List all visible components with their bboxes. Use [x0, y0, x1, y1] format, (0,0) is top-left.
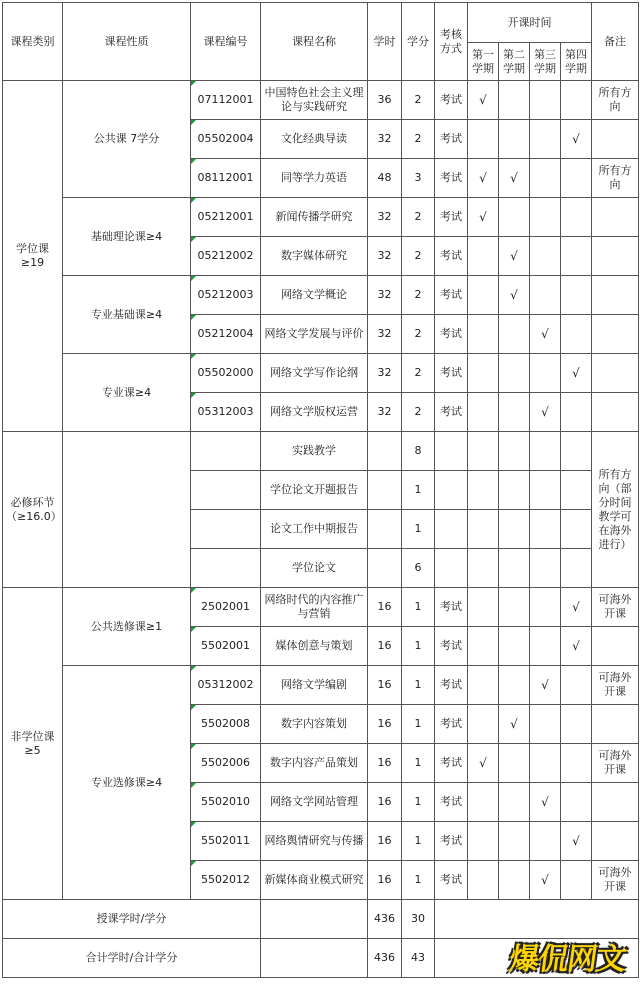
- course-credits-cell: 1: [402, 783, 435, 822]
- semester-1-check: √: [468, 198, 499, 237]
- semester-4-check: [561, 393, 592, 432]
- course-note-cell: [592, 237, 639, 276]
- semester-4-check: [561, 705, 592, 744]
- total-label-cell: 合计学时/合计学分: [3, 939, 261, 978]
- semester-2-check: √: [499, 237, 530, 276]
- semester-3-check: [530, 81, 561, 120]
- course-code-cell: 5502008: [191, 705, 261, 744]
- semester-2-check: [499, 315, 530, 354]
- course-note-cell: [592, 315, 639, 354]
- semester-3-check: [530, 510, 561, 549]
- semester-2-check: √: [499, 276, 530, 315]
- semester-1-check: [468, 237, 499, 276]
- course-note-cell: [592, 393, 639, 432]
- header-note: 备注: [592, 3, 639, 81]
- semester-3-check: [530, 627, 561, 666]
- course-hours-cell: 32: [368, 393, 402, 432]
- course-note-cell: [592, 783, 639, 822]
- semester-2-check: [499, 81, 530, 120]
- course-hours-cell: 32: [368, 237, 402, 276]
- course-nature-cell: 专业基础课≥4: [63, 276, 191, 354]
- course-note-cell: [592, 705, 639, 744]
- course-credits-cell: 1: [402, 588, 435, 627]
- semester-3-check: √: [530, 315, 561, 354]
- course-code-cell: 05212003: [191, 276, 261, 315]
- course-credits-cell: 1: [402, 861, 435, 900]
- table-row: [3, 432, 639, 471]
- course-nature-cell: [63, 432, 191, 588]
- semester-1-check: √: [468, 159, 499, 198]
- semester-1-check: [468, 861, 499, 900]
- course-code-cell: [191, 549, 261, 588]
- course-exam-cell: 考试: [435, 822, 468, 861]
- course-note-cell: [592, 627, 639, 666]
- semester-2-check: [499, 471, 530, 510]
- semester-1-check: [468, 510, 499, 549]
- total-empty-cell: [261, 939, 368, 978]
- semester-3-check: [530, 549, 561, 588]
- course-exam-cell: 考试: [435, 120, 468, 159]
- header-sem1: 第一学期: [468, 43, 499, 81]
- course-exam-cell: 考试: [435, 237, 468, 276]
- total-rest-cell: [435, 900, 639, 939]
- semester-2-check: [499, 588, 530, 627]
- course-exam-cell: [435, 471, 468, 510]
- course-credits-cell: 2: [402, 237, 435, 276]
- header-category: 课程类别: [3, 3, 63, 81]
- course-exam-cell: [435, 432, 468, 471]
- course-code-cell: 05212002: [191, 237, 261, 276]
- course-nature-cell: 专业选修课≥4: [63, 666, 191, 900]
- course-name-cell: 数字内容产品策划: [261, 744, 368, 783]
- course-name-cell: 网络文学写作论纲: [261, 354, 368, 393]
- semester-4-check: [561, 744, 592, 783]
- semester-3-check: [530, 588, 561, 627]
- course-exam-cell: 考试: [435, 81, 468, 120]
- course-credits-cell: 1: [402, 510, 435, 549]
- course-exam-cell: 考试: [435, 666, 468, 705]
- course-note-cell: 所有方向（部分时间教学可在海外进行）: [592, 432, 639, 588]
- course-credits-cell: 1: [402, 744, 435, 783]
- course-note-cell: [592, 198, 639, 237]
- course-name-cell: 数字内容策划: [261, 705, 368, 744]
- course-credits-cell: 2: [402, 81, 435, 120]
- semester-1-check: [468, 627, 499, 666]
- total-hours-cell: 436: [368, 939, 402, 978]
- semester-3-check: √: [530, 393, 561, 432]
- course-name-cell: 学位论文开题报告: [261, 471, 368, 510]
- course-hours-cell: 16: [368, 744, 402, 783]
- header-name: 课程名称: [261, 3, 368, 81]
- course-exam-cell: 考试: [435, 198, 468, 237]
- course-category-cell: 必修环节（≥16.0）: [3, 432, 63, 588]
- course-code-cell: 05502004: [191, 120, 261, 159]
- header-sem4: 第四学期: [561, 43, 592, 81]
- semester-4-check: [561, 81, 592, 120]
- course-nature-cell: 公共选修课≥1: [63, 588, 191, 666]
- course-hours-cell: 36: [368, 81, 402, 120]
- semester-4-check: [561, 159, 592, 198]
- semester-2-check: [499, 822, 530, 861]
- course-exam-cell: 考试: [435, 393, 468, 432]
- course-name-cell: 媒体创意与策划: [261, 627, 368, 666]
- course-note-cell: [592, 120, 639, 159]
- semester-3-check: [530, 432, 561, 471]
- course-hours-cell: 32: [368, 354, 402, 393]
- course-credits-cell: 3: [402, 159, 435, 198]
- semester-1-check: [468, 588, 499, 627]
- course-credits-cell: 1: [402, 822, 435, 861]
- semester-2-check: [499, 393, 530, 432]
- course-exam-cell: [435, 510, 468, 549]
- semester-2-check: [499, 354, 530, 393]
- semester-2-check: [499, 120, 530, 159]
- semester-1-check: [468, 432, 499, 471]
- total-empty-cell: [261, 900, 368, 939]
- course-code-cell: 2502001: [191, 588, 261, 627]
- course-hours-cell: 16: [368, 588, 402, 627]
- course-code-cell: 08112001: [191, 159, 261, 198]
- course-code-cell: 5502001: [191, 627, 261, 666]
- semester-4-check: √: [561, 822, 592, 861]
- course-code-cell: 5502010: [191, 783, 261, 822]
- semester-4-check: [561, 510, 592, 549]
- course-hours-cell: 16: [368, 783, 402, 822]
- total-label-cell: 授课学时/学分: [3, 900, 261, 939]
- semester-4-check: [561, 198, 592, 237]
- watermark-logo: 爆侃网文: [507, 942, 628, 977]
- course-name-cell: 同等学力英语: [261, 159, 368, 198]
- semester-1-check: [468, 315, 499, 354]
- course-exam-cell: 考试: [435, 705, 468, 744]
- semester-3-check: [530, 471, 561, 510]
- course-category-cell: 学位课≥19: [3, 81, 63, 432]
- semester-1-check: [468, 783, 499, 822]
- course-code-cell: [191, 432, 261, 471]
- semester-4-check: √: [561, 354, 592, 393]
- semester-2-check: [499, 198, 530, 237]
- semester-4-check: √: [561, 588, 592, 627]
- course-credits-cell: 2: [402, 276, 435, 315]
- course-note-cell: [592, 276, 639, 315]
- semester-4-check: [561, 276, 592, 315]
- semester-4-check: [561, 666, 592, 705]
- semester-1-check: √: [468, 744, 499, 783]
- total-row: [3, 900, 639, 939]
- table-row: [3, 81, 639, 120]
- course-code-cell: 05312002: [191, 666, 261, 705]
- semester-1-check: [468, 276, 499, 315]
- course-hours-cell: 16: [368, 822, 402, 861]
- course-exam-cell: 考试: [435, 276, 468, 315]
- course-hours-cell: 32: [368, 315, 402, 354]
- semester-1-check: [468, 666, 499, 705]
- course-note-cell: 所有方向: [592, 81, 639, 120]
- course-nature-cell: 专业课≥4: [63, 354, 191, 432]
- course-nature-cell: 基础理论课≥4: [63, 198, 191, 276]
- course-exam-cell: [435, 549, 468, 588]
- course-credits-cell: 2: [402, 315, 435, 354]
- course-hours-cell: 32: [368, 198, 402, 237]
- course-hours-cell: 16: [368, 627, 402, 666]
- course-credits-cell: 1: [402, 471, 435, 510]
- course-name-cell: 实践教学: [261, 432, 368, 471]
- course-note-cell: [592, 354, 639, 393]
- course-credits-cell: 1: [402, 666, 435, 705]
- course-credits-cell: 8: [402, 432, 435, 471]
- course-exam-cell: 考试: [435, 588, 468, 627]
- course-credits-cell: 2: [402, 393, 435, 432]
- course-code-cell: 5502012: [191, 861, 261, 900]
- total-credits-cell: 30: [402, 900, 435, 939]
- semester-3-check: √: [530, 666, 561, 705]
- course-hours-cell: [368, 549, 402, 588]
- semester-2-check: √: [499, 159, 530, 198]
- semester-1-check: [468, 393, 499, 432]
- semester-3-check: √: [530, 861, 561, 900]
- semester-2-check: [499, 432, 530, 471]
- course-hours-cell: 32: [368, 120, 402, 159]
- course-code-cell: 05312003: [191, 393, 261, 432]
- course-code-cell: 5502006: [191, 744, 261, 783]
- semester-4-check: [561, 432, 592, 471]
- course-note-cell: [592, 822, 639, 861]
- course-exam-cell: 考试: [435, 783, 468, 822]
- semester-1-check: [468, 120, 499, 159]
- course-exam-cell: 考试: [435, 861, 468, 900]
- course-note-cell: 可海外开课: [592, 744, 639, 783]
- course-hours-cell: 16: [368, 666, 402, 705]
- semester-2-check: [499, 510, 530, 549]
- course-note-cell: 可海外开课: [592, 861, 639, 900]
- table-row: [3, 276, 639, 315]
- course-name-cell: 网络文学编剧: [261, 666, 368, 705]
- course-code-cell: 05212001: [191, 198, 261, 237]
- course-credits-cell: 1: [402, 705, 435, 744]
- semester-1-check: [468, 549, 499, 588]
- header-nature: 课程性质: [63, 3, 191, 81]
- course-exam-cell: 考试: [435, 627, 468, 666]
- course-name-cell: 网络舆情研究与传播: [261, 822, 368, 861]
- semester-1-check: [468, 705, 499, 744]
- header-hours: 学时: [368, 3, 402, 81]
- semester-3-check: [530, 354, 561, 393]
- course-exam-cell: 考试: [435, 159, 468, 198]
- course-credits-cell: 1: [402, 627, 435, 666]
- header-row: [3, 3, 639, 43]
- course-name-cell: 新闻传播学研究: [261, 198, 368, 237]
- course-credits-cell: 2: [402, 198, 435, 237]
- semester-2-check: [499, 549, 530, 588]
- course-hours-cell: 16: [368, 705, 402, 744]
- course-name-cell: 数字媒体研究: [261, 237, 368, 276]
- course-hours-cell: [368, 432, 402, 471]
- header-exam: 考核方式: [435, 3, 468, 81]
- course-name-cell: 网络文学概论: [261, 276, 368, 315]
- course-nature-cell: 公共课 7学分: [63, 81, 191, 198]
- course-name-cell: 学位论文: [261, 549, 368, 588]
- course-name-cell: 论文工作中期报告: [261, 510, 368, 549]
- course-hours-cell: [368, 510, 402, 549]
- semester-3-check: [530, 237, 561, 276]
- semester-4-check: [561, 549, 592, 588]
- course-table: [2, 2, 639, 978]
- course-hours-cell: 16: [368, 861, 402, 900]
- course-name-cell: 网络时代的内容推广与营销: [261, 588, 368, 627]
- course-hours-cell: 32: [368, 276, 402, 315]
- semester-4-check: √: [561, 120, 592, 159]
- course-note-cell: 所有方向: [592, 159, 639, 198]
- header-sem2: 第二学期: [499, 43, 530, 81]
- course-name-cell: 网络文学发展与评价: [261, 315, 368, 354]
- table-row: [3, 198, 639, 237]
- semester-4-check: [561, 861, 592, 900]
- semester-4-check: √: [561, 627, 592, 666]
- semester-2-check: [499, 744, 530, 783]
- course-code-cell: 05502000: [191, 354, 261, 393]
- header-credits: 学分: [402, 3, 435, 81]
- header-sem3: 第三学期: [530, 43, 561, 81]
- course-credits-cell: 2: [402, 354, 435, 393]
- table-row: [3, 666, 639, 705]
- course-hours-cell: [368, 471, 402, 510]
- semester-1-check: [468, 471, 499, 510]
- semester-2-check: [499, 666, 530, 705]
- semester-2-check: [499, 783, 530, 822]
- course-name-cell: 新媒体商业模式研究: [261, 861, 368, 900]
- semester-3-check: [530, 822, 561, 861]
- table-row: [3, 354, 639, 393]
- semester-3-check: [530, 276, 561, 315]
- course-name-cell: 中国特色社会主义理论与实践研究: [261, 81, 368, 120]
- course-code-cell: 07112001: [191, 81, 261, 120]
- course-hours-cell: 48: [368, 159, 402, 198]
- course-note-cell: 可海外开课: [592, 666, 639, 705]
- semester-4-check: [561, 471, 592, 510]
- course-exam-cell: 考试: [435, 354, 468, 393]
- semester-1-check: [468, 354, 499, 393]
- header-code: 课程编号: [191, 3, 261, 81]
- course-name-cell: 网络文学网站管理: [261, 783, 368, 822]
- course-exam-cell: 考试: [435, 744, 468, 783]
- semester-3-check: [530, 159, 561, 198]
- course-name-cell: 文化经典导读: [261, 120, 368, 159]
- course-code-cell: 05212004: [191, 315, 261, 354]
- semester-3-check: √: [530, 783, 561, 822]
- semester-4-check: [561, 783, 592, 822]
- semester-2-check: [499, 627, 530, 666]
- course-credits-cell: 6: [402, 549, 435, 588]
- semester-2-check: √: [499, 705, 530, 744]
- semester-4-check: [561, 315, 592, 354]
- course-code-cell: [191, 471, 261, 510]
- course-note-cell: 可海外开课: [592, 588, 639, 627]
- table-row: [3, 588, 639, 627]
- course-credits-cell: 2: [402, 120, 435, 159]
- semester-3-check: [530, 120, 561, 159]
- semester-3-check: [530, 744, 561, 783]
- course-exam-cell: 考试: [435, 315, 468, 354]
- course-category-cell: 非学位课≥5: [3, 588, 63, 900]
- semester-3-check: [530, 705, 561, 744]
- semester-2-check: [499, 861, 530, 900]
- semester-3-check: [530, 198, 561, 237]
- semester-1-check: √: [468, 81, 499, 120]
- total-hours-cell: 436: [368, 900, 402, 939]
- semester-4-check: [561, 237, 592, 276]
- header-schedule: 开课时间: [468, 3, 592, 43]
- course-name-cell: 网络文学版权运营: [261, 393, 368, 432]
- course-code-cell: 5502011: [191, 822, 261, 861]
- semester-1-check: [468, 822, 499, 861]
- total-credits-cell: 43: [402, 939, 435, 978]
- course-code-cell: [191, 510, 261, 549]
